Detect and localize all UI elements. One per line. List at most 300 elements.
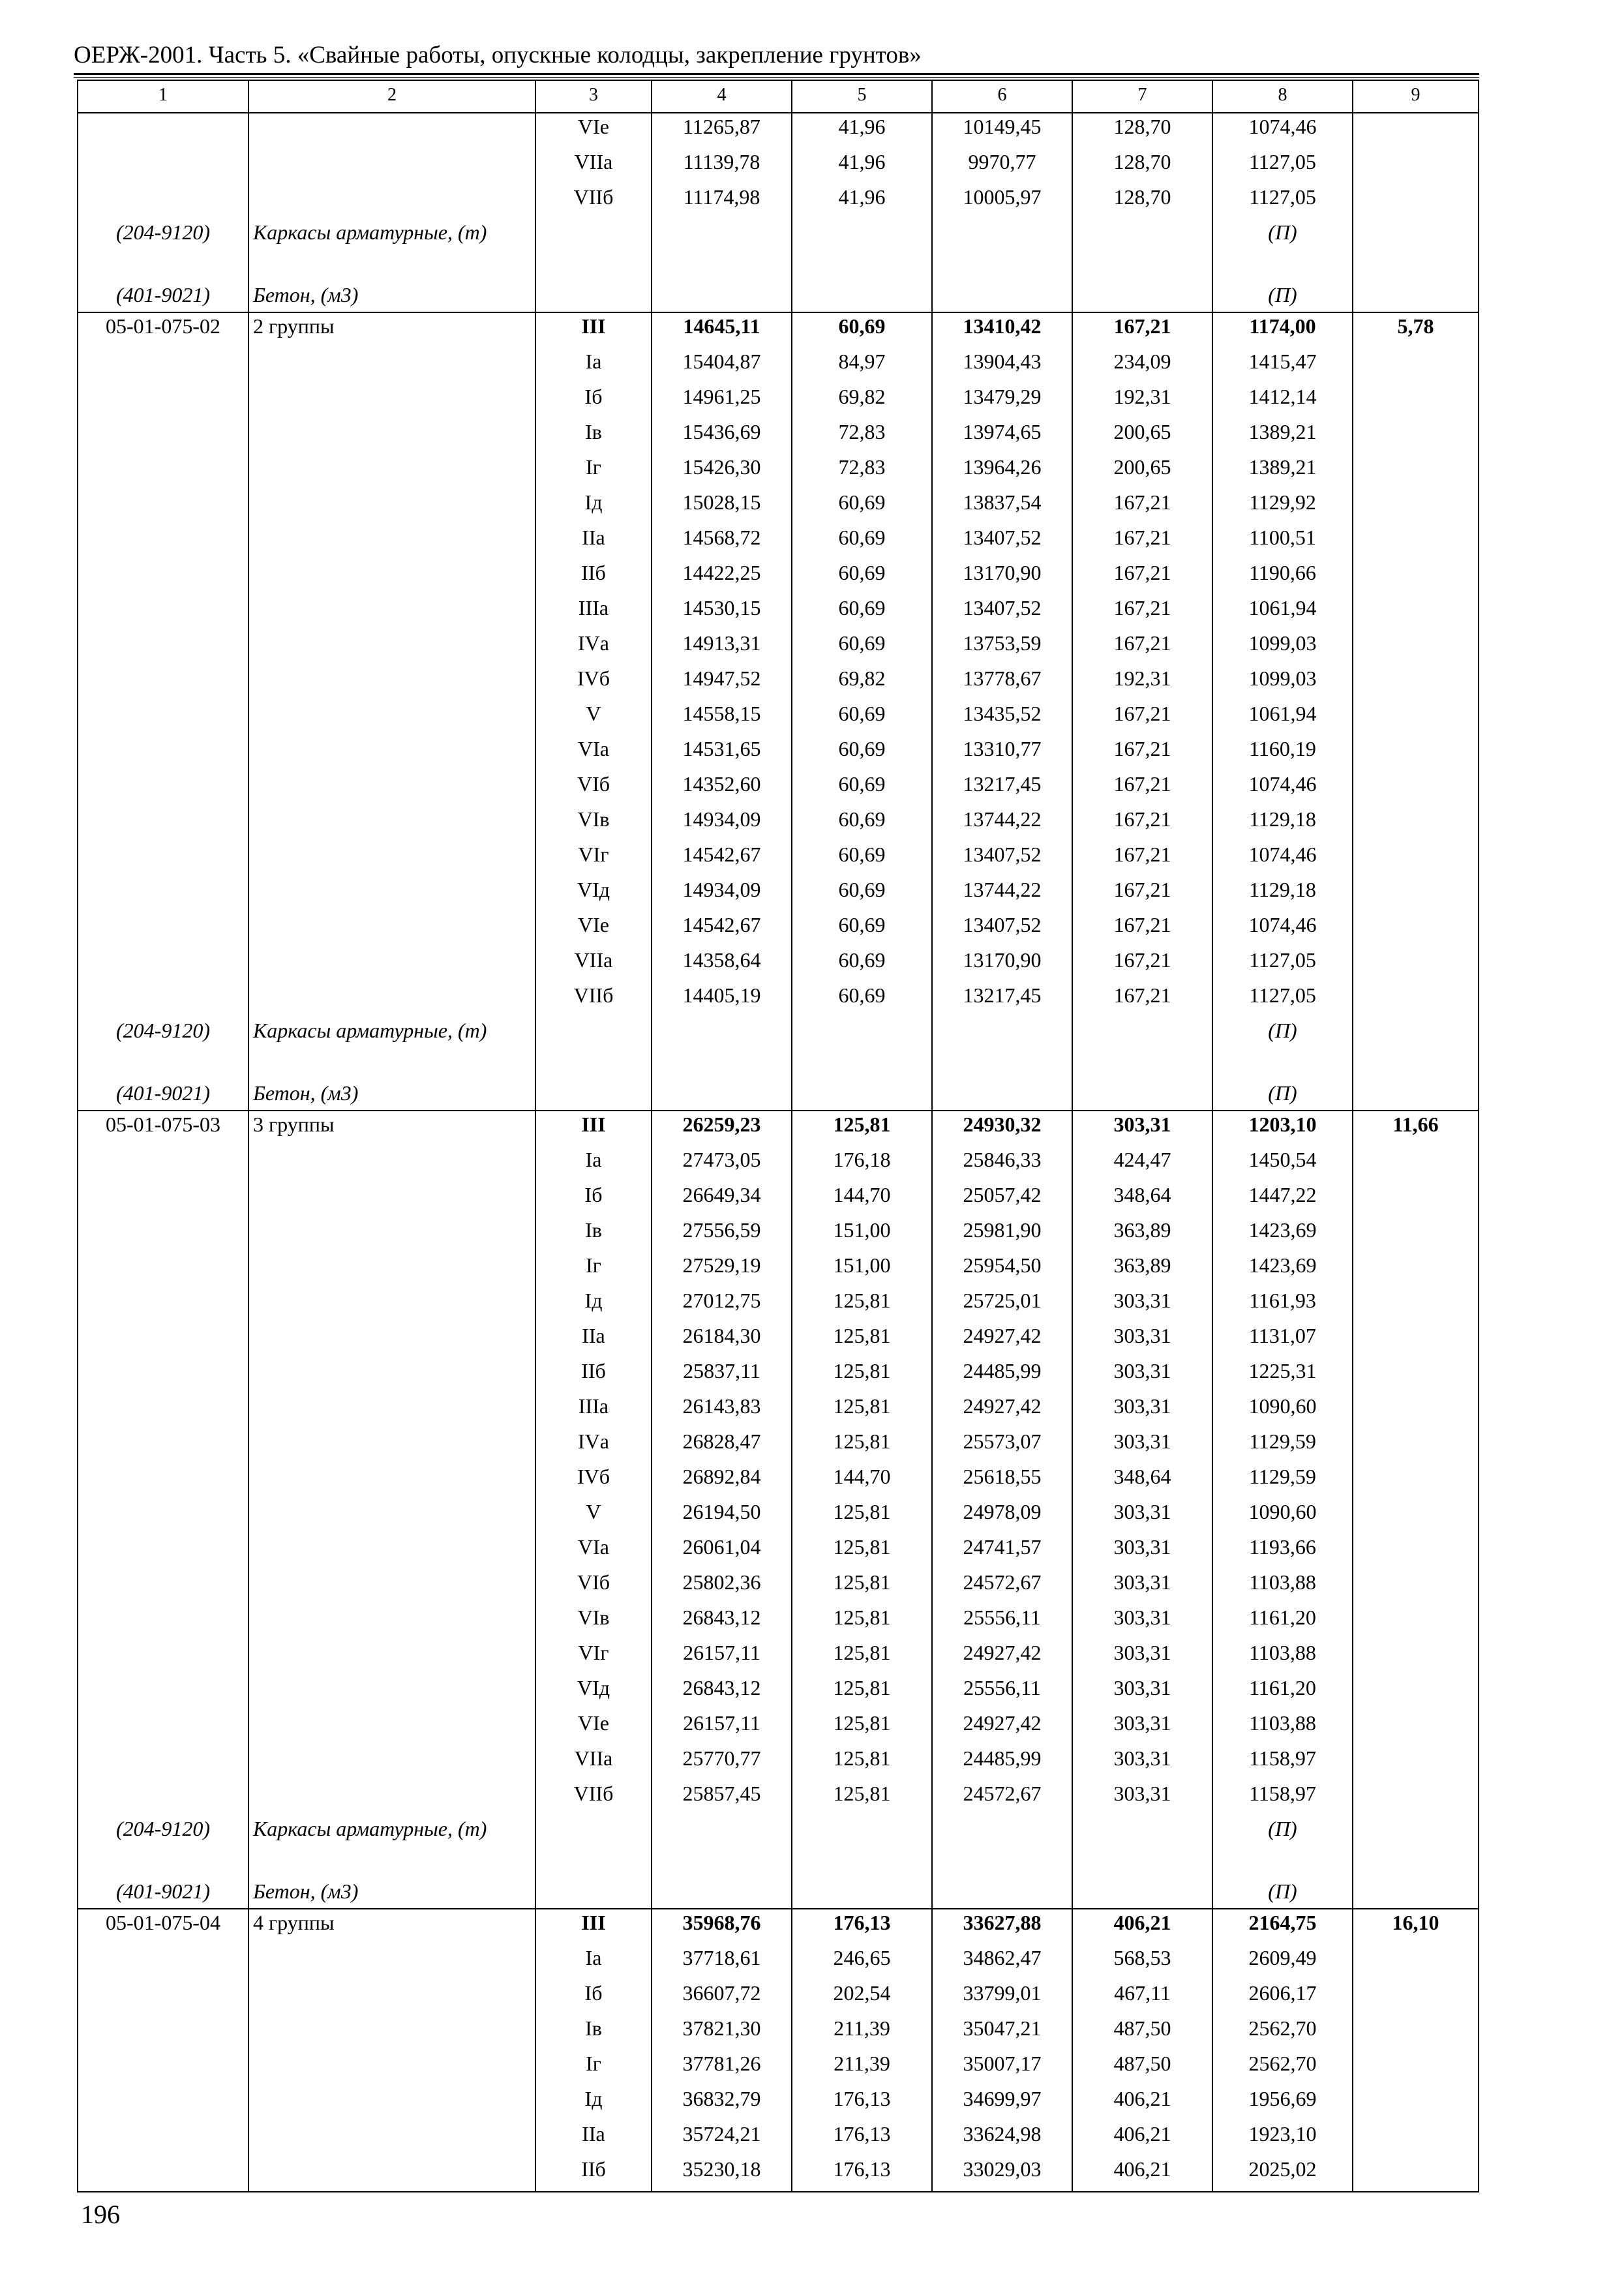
value-cell: 13170,90 [932,947,1072,982]
table-row [78,1428,1479,1463]
labor-cost [1353,1182,1479,1217]
resource-code: (401-9021) [78,1080,248,1111]
rate-code: 05-01-075-04 [78,1909,248,1945]
value-cell: 72,83 [792,454,932,489]
value-cell: 13407,52 [932,595,1072,630]
rate-name [248,1639,535,1675]
table-row [78,348,1479,383]
value-cell: 406,21 [1072,2121,1212,2156]
zone-code: VIе [535,912,652,947]
value-cell: 406,21 [1072,1909,1212,1945]
value-cell: 13837,54 [932,489,1072,524]
rate-code [78,806,248,841]
value-cell: 1415,47 [1212,348,1353,383]
value-cell: 26143,83 [652,1393,792,1428]
value-cell: 25725,01 [932,1287,1072,1323]
value-cell: 1074,46 [1212,771,1353,806]
rate-code [78,1604,248,1639]
table-row [78,1358,1479,1393]
labor-cost: 11,66 [1353,1111,1479,1146]
rate-code [78,1358,248,1393]
value-cell: 15436,69 [652,419,792,454]
rate-name [248,1945,535,1980]
value-cell: 13217,45 [932,982,1072,1017]
rate-code [78,1428,248,1463]
value-cell: 176,13 [792,2086,932,2121]
rate-name [248,700,535,736]
empty-cell [1353,282,1479,312]
resource-code: (204-9120) [78,219,248,282]
rate-code [78,630,248,665]
value-cell: 1074,46 [1212,841,1353,876]
resource-code: (204-9120) [78,1017,248,1080]
rate-code [78,1252,248,1287]
empty-cell [1353,1080,1479,1111]
value-cell: 1129,18 [1212,876,1353,912]
value-cell: 1129,59 [1212,1463,1353,1499]
value-cell: 26892,84 [652,1463,792,1499]
resource-code: (204-9120) [78,1816,248,1878]
rate-name [248,771,535,806]
value-cell: 13778,67 [932,665,1072,700]
column-number-row [78,80,1479,113]
page-number: 196 [81,2200,120,2229]
zone-code: Iб [535,1182,652,1217]
rate-name: 3 группы [248,1111,535,1146]
value-cell: 60,69 [792,982,932,1017]
value-cell: 363,89 [1072,1252,1212,1287]
table-row [78,1980,1479,2015]
value-cell: 26649,34 [652,1182,792,1217]
value-cell: 13407,52 [932,912,1072,947]
value-cell: 27473,05 [652,1146,792,1182]
value-cell: 2164,75 [1212,1909,1353,1945]
rate-code [78,2156,248,2192]
rate-name [248,149,535,184]
table-row [78,947,1479,982]
rate-code [78,595,248,630]
rate-name [248,876,535,912]
empty-cell [1072,1816,1212,1878]
value-cell: 128,70 [1072,149,1212,184]
value-cell: 60,69 [792,806,932,841]
value-cell: 60,69 [792,947,932,982]
value-cell: 26828,47 [652,1428,792,1463]
labor-cost [1353,1463,1479,1499]
empty-cell [535,282,652,312]
empty-cell [535,1017,652,1080]
table-row [78,454,1479,489]
rate-code [78,665,248,700]
rate-name [248,454,535,489]
rate-name [248,1393,535,1428]
value-cell: 35968,76 [652,1909,792,1945]
rate-name [248,1675,535,1710]
zone-code: Iб [535,1980,652,2015]
table-row [78,184,1479,219]
rate-code [78,912,248,947]
rate-name [248,2015,535,2050]
value-cell: 125,81 [792,1745,932,1780]
rate-name [248,1182,535,1217]
rate-code [78,1287,248,1323]
value-cell: 125,81 [792,1323,932,1358]
value-cell: 167,21 [1072,736,1212,771]
table-row [78,841,1479,876]
rate-name [248,912,535,947]
value-cell: 167,21 [1072,630,1212,665]
column-number: 4 [652,80,792,113]
value-cell: 25556,11 [932,1675,1072,1710]
value-cell: 14530,15 [652,595,792,630]
table-row [78,1182,1479,1217]
table-row [78,1287,1479,1323]
labor-cost [1353,560,1479,595]
labor-cost [1353,1639,1479,1675]
rate-code [78,771,248,806]
value-cell: 69,82 [792,383,932,419]
value-cell: 14913,31 [652,630,792,665]
value-cell: 1099,03 [1212,630,1353,665]
rate-name [248,2156,535,2192]
zone-code: VIе [535,1710,652,1745]
value-cell: 125,81 [792,1569,932,1604]
table-row [78,982,1479,1017]
resource-row [78,1017,1479,1080]
value-cell: 13744,22 [932,876,1072,912]
labor-cost: 16,10 [1353,1909,1479,1945]
value-cell: 144,70 [792,1463,932,1499]
value-cell: 176,13 [792,2156,932,2192]
value-cell: 14542,67 [652,912,792,947]
labor-cost [1353,1217,1479,1252]
value-cell: 467,11 [1072,1980,1212,2015]
empty-cell [932,219,1072,282]
zone-code: IIIа [535,1393,652,1428]
value-cell: 41,96 [792,113,932,149]
zone-code: VIд [535,1675,652,1710]
labor-cost [1353,1569,1479,1604]
resource-mark: (П) [1212,219,1353,282]
value-cell: 60,69 [792,524,932,560]
zone-code: VIв [535,1604,652,1639]
value-cell: 303,31 [1072,1358,1212,1393]
empty-cell [1353,1017,1479,1080]
value-cell: 24927,42 [932,1710,1072,1745]
value-cell: 13753,59 [932,630,1072,665]
table-row [78,912,1479,947]
zone-code: VIIб [535,982,652,1017]
value-cell: 14558,15 [652,700,792,736]
empty-cell [1072,1017,1212,1080]
table-row [78,1675,1479,1710]
value-cell: 303,31 [1072,1710,1212,1745]
value-cell: 37718,61 [652,1945,792,1980]
value-cell: 1103,88 [1212,1639,1353,1675]
value-cell: 25556,11 [932,1604,1072,1639]
labor-cost [1353,700,1479,736]
zone-code: IIб [535,2156,652,2192]
zone-code: Iг [535,1252,652,1287]
value-cell: 24572,67 [932,1780,1072,1816]
zone-code: Iд [535,2086,652,2121]
labor-cost [1353,489,1479,524]
labor-cost [1353,1745,1479,1780]
value-cell: 60,69 [792,912,932,947]
table-row [78,1745,1479,1780]
zone-code: VIв [535,806,652,841]
table-row [78,149,1479,184]
rate-code [78,1534,248,1569]
table-row [78,312,1479,348]
value-cell: 348,64 [1072,1463,1212,1499]
labor-cost [1353,1393,1479,1428]
table-row [78,1217,1479,1252]
labor-cost [1353,665,1479,700]
value-cell: 167,21 [1072,912,1212,947]
column-number: 7 [1072,80,1212,113]
value-cell: 35230,18 [652,2156,792,2192]
empty-cell [792,219,932,282]
value-cell: 2562,70 [1212,2050,1353,2086]
value-cell: 27012,75 [652,1287,792,1323]
labor-cost [1353,736,1479,771]
rate-code [78,841,248,876]
rate-code [78,736,248,771]
rate-code [78,1639,248,1675]
empty-cell [932,282,1072,312]
value-cell: 13974,65 [932,419,1072,454]
rate-code [78,876,248,912]
zone-code: VIб [535,1569,652,1604]
value-cell: 1127,05 [1212,982,1353,1017]
value-cell: 41,96 [792,184,932,219]
rate-name [248,665,535,700]
value-cell: 176,13 [792,1909,932,1945]
zone-code: V [535,700,652,736]
value-cell: 24927,42 [932,1639,1072,1675]
value-cell: 1412,14 [1212,383,1353,419]
zone-code: Iг [535,2050,652,2086]
zone-code: IIа [535,1323,652,1358]
value-cell: 151,00 [792,1217,932,1252]
rate-name [248,1534,535,1569]
empty-cell [792,1017,932,1080]
table-row [78,2050,1479,2086]
rate-code [78,524,248,560]
value-cell: 303,31 [1072,1675,1212,1710]
table-row [78,736,1479,771]
labor-cost [1353,595,1479,630]
value-cell: 26157,11 [652,1639,792,1675]
table-row [78,489,1479,524]
rate-code [78,2015,248,2050]
value-cell: 303,31 [1072,1323,1212,1358]
value-cell: 192,31 [1072,383,1212,419]
value-cell: 25618,55 [932,1463,1072,1499]
rate-code [78,1499,248,1534]
empty-cell [1353,1816,1479,1878]
value-cell: 36607,72 [652,1980,792,2015]
zone-code: IIIа [535,595,652,630]
rate-name: 4 группы [248,1909,535,1945]
rate-name [248,736,535,771]
value-cell: 15028,15 [652,489,792,524]
rate-code [78,1710,248,1745]
value-cell: 11265,87 [652,113,792,149]
value-cell: 26061,04 [652,1534,792,1569]
rate-code [78,700,248,736]
empty-cell [1353,219,1479,282]
value-cell: 128,70 [1072,113,1212,149]
rate-code [78,149,248,184]
labor-cost [1353,2015,1479,2050]
zone-code: IVб [535,665,652,700]
rate-name [248,1323,535,1358]
empty-cell [652,1080,792,1111]
table-row [78,1569,1479,1604]
table-row [78,1534,1479,1569]
empty-cell [1072,1878,1212,1909]
value-cell: 15404,87 [652,348,792,383]
value-cell: 167,21 [1072,841,1212,876]
labor-cost [1353,630,1479,665]
zone-code: VIе [535,113,652,149]
value-cell: 234,09 [1072,348,1212,383]
value-cell: 303,31 [1072,1780,1212,1816]
value-cell: 35007,17 [932,2050,1072,2086]
header-rule [74,73,1479,78]
value-cell: 363,89 [1072,1217,1212,1252]
labor-cost [1353,2156,1479,2192]
rate-name [248,489,535,524]
zone-code: Iд [535,1287,652,1323]
zone-code: IIб [535,1358,652,1393]
rate-code [78,1146,248,1182]
rate-name [248,1428,535,1463]
value-cell: 1103,88 [1212,1569,1353,1604]
value-cell: 211,39 [792,2015,932,2050]
value-cell: 200,65 [1072,419,1212,454]
value-cell: 26843,12 [652,1604,792,1639]
value-cell: 1956,69 [1212,2086,1353,2121]
value-cell: 35724,21 [652,2121,792,2156]
zone-code: VIIа [535,149,652,184]
value-cell: 167,21 [1072,595,1212,630]
table-row [78,383,1479,419]
labor-cost [1353,947,1479,982]
rate-name [248,2050,535,2086]
rate-code [78,113,248,149]
value-cell: 303,31 [1072,1745,1212,1780]
labor-cost: 5,78 [1353,312,1479,348]
zone-code: VIб [535,771,652,806]
labor-cost [1353,1358,1479,1393]
table-row [78,560,1479,595]
value-cell: 24572,67 [932,1569,1072,1604]
column-number: 8 [1212,80,1353,113]
value-cell: 14568,72 [652,524,792,560]
resource-name: Каркасы арматурные, (т) [248,219,535,282]
table-row [78,1323,1479,1358]
table-row [78,771,1479,806]
rate-name [248,947,535,982]
table-row [78,2015,1479,2050]
value-cell: 1158,97 [1212,1745,1353,1780]
resource-mark: (П) [1212,1017,1353,1080]
value-cell: 1127,05 [1212,947,1353,982]
table-row [78,2086,1479,2121]
rate-name [248,1358,535,1393]
table-row [78,113,1479,149]
value-cell: 167,21 [1072,947,1212,982]
rate-code [78,454,248,489]
zone-code: VIIб [535,184,652,219]
table-row [78,1780,1479,1816]
value-cell: 1129,92 [1212,489,1353,524]
value-cell: 125,81 [792,1639,932,1675]
zone-code: IVа [535,1428,652,1463]
value-cell: 1129,59 [1212,1428,1353,1463]
table-row [78,2121,1479,2156]
labor-cost [1353,982,1479,1017]
value-cell: 125,81 [792,1393,932,1428]
table-row [78,595,1479,630]
table-row [78,1463,1479,1499]
value-cell: 60,69 [792,736,932,771]
value-cell: 167,21 [1072,312,1212,348]
labor-cost [1353,1287,1479,1323]
value-cell: 13407,52 [932,841,1072,876]
zone-code: VIIа [535,947,652,982]
value-cell: 1225,31 [1212,1358,1353,1393]
value-cell: 348,64 [1072,1182,1212,1217]
value-cell: 14352,60 [652,771,792,806]
value-cell: 125,81 [792,1675,932,1710]
empty-cell [792,1878,932,1909]
value-cell: 1090,60 [1212,1499,1353,1534]
value-cell: 24930,32 [932,1111,1072,1146]
value-cell: 25846,33 [932,1146,1072,1182]
table-row [78,419,1479,454]
value-cell: 25857,45 [652,1780,792,1816]
zone-code: IIа [535,2121,652,2156]
empty-cell [652,282,792,312]
empty-cell [535,1816,652,1878]
rate-name [248,2121,535,2156]
value-cell: 1061,94 [1212,700,1353,736]
value-cell: 487,50 [1072,2050,1212,2086]
column-number: 3 [535,80,652,113]
table-row [78,1639,1479,1675]
empty-cell [792,1080,932,1111]
value-cell: 176,13 [792,2121,932,2156]
table-row [78,2156,1479,2192]
resource-mark: (П) [1212,1878,1353,1909]
value-cell: 35047,21 [932,2015,1072,2050]
value-cell: 406,21 [1072,2156,1212,2192]
value-cell: 1423,69 [1212,1252,1353,1287]
value-cell: 25954,50 [932,1252,1072,1287]
rate-name [248,524,535,560]
value-cell: 125,81 [792,1358,932,1393]
value-cell: 10005,97 [932,184,1072,219]
value-cell: 24485,99 [932,1745,1072,1780]
value-cell: 60,69 [792,841,932,876]
value-cell: 303,31 [1072,1111,1212,1146]
value-cell: 1100,51 [1212,524,1353,560]
rate-name [248,184,535,219]
